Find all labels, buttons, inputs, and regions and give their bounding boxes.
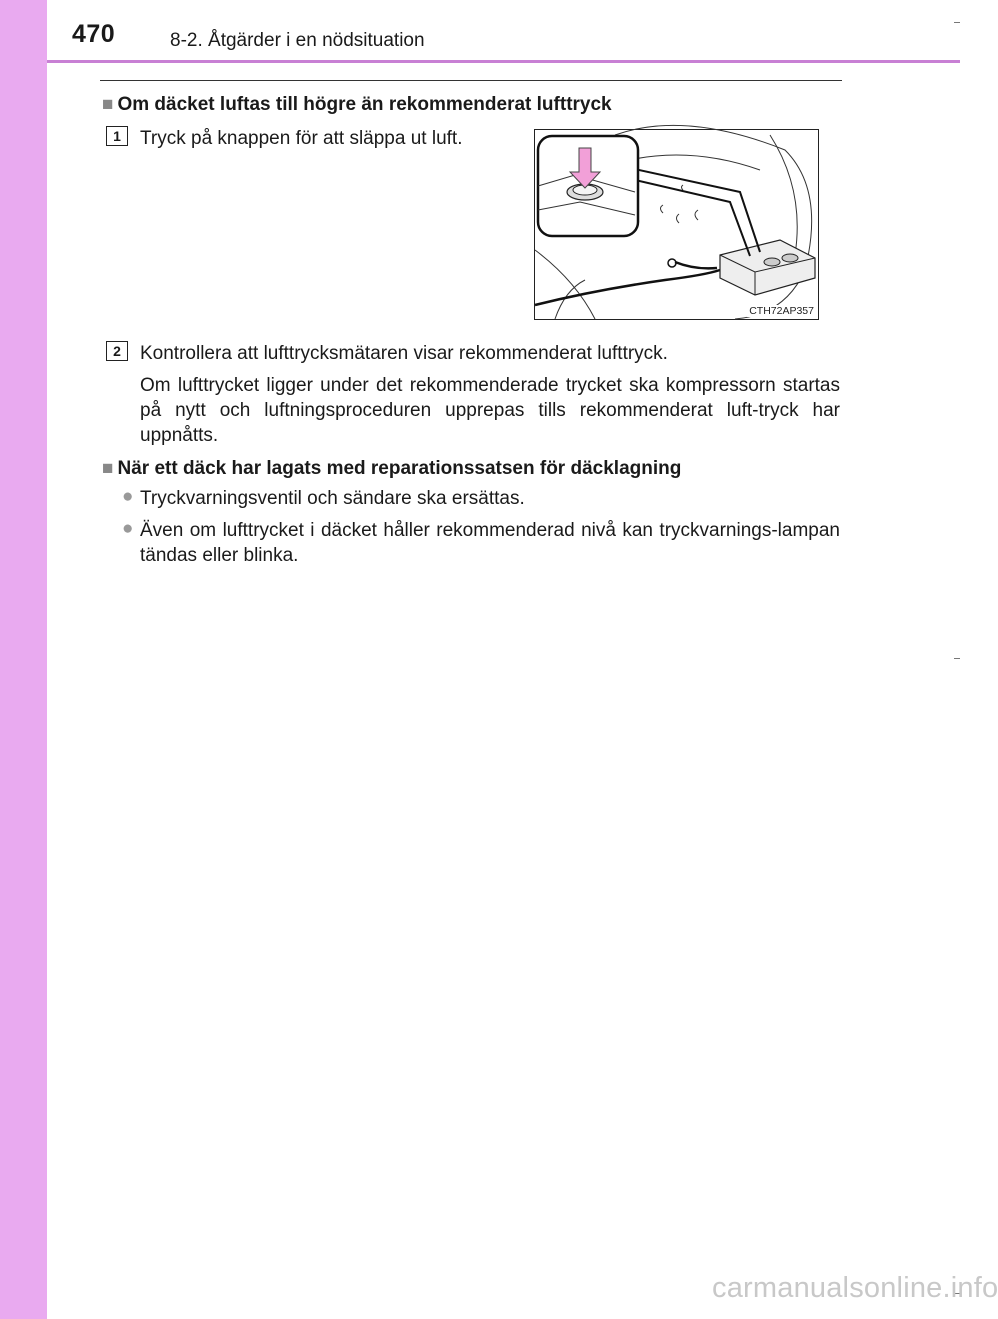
circle-bullet-icon: ● bbox=[122, 486, 134, 507]
square-icon: ■ bbox=[102, 458, 114, 479]
watermark: carmanualsonline.info bbox=[712, 1272, 998, 1304]
step-1-text: Tryck på knappen för att släppa ut luft. bbox=[140, 128, 463, 149]
step-number-1: 1 bbox=[106, 126, 128, 146]
step-2-paragraph: Om lufttrycket ligger under det rekommenderade trycket ska kompressorn startas på nytt och luftningsproceduren upprepas tills rekommenderat luft-tryck har uppnåtts. bbox=[140, 375, 840, 446]
circle-bullet-icon: ● bbox=[122, 518, 134, 539]
crop-mark bbox=[954, 658, 960, 659]
header-divider bbox=[47, 60, 960, 63]
list-item: Tryckvarningsventil och sändare ska ersättas. bbox=[140, 488, 525, 509]
compressor-release-button-figure bbox=[534, 129, 819, 320]
square-icon: ■ bbox=[102, 94, 114, 115]
figure-code: CTH72AP357 bbox=[749, 305, 814, 317]
chapter-title: 8-2. Åtgärder i en nödsituation bbox=[170, 30, 425, 51]
content-divider bbox=[100, 80, 842, 81]
section-heading-after-repair: ■ När ett däck har lagats med reparationssatsen för däcklagning bbox=[102, 458, 682, 479]
step-number-2: 2 bbox=[106, 341, 128, 361]
crop-mark bbox=[954, 22, 960, 23]
section-heading-overinflation: ■ Om däcket luftas till högre än rekommenderat lufttryck bbox=[102, 94, 612, 115]
side-color-band bbox=[0, 0, 47, 1319]
list-item: Även om lufttrycket i däcket håller rekommenderad nivå kan tryckvarnings-lampan tändas eller blinka. bbox=[140, 520, 840, 566]
step-2-text: Kontrollera att lufttrycksmätaren visar rekommenderat lufttryck. bbox=[140, 343, 668, 364]
page-number: 470 bbox=[72, 20, 116, 48]
compressor-illustration bbox=[535, 130, 818, 319]
